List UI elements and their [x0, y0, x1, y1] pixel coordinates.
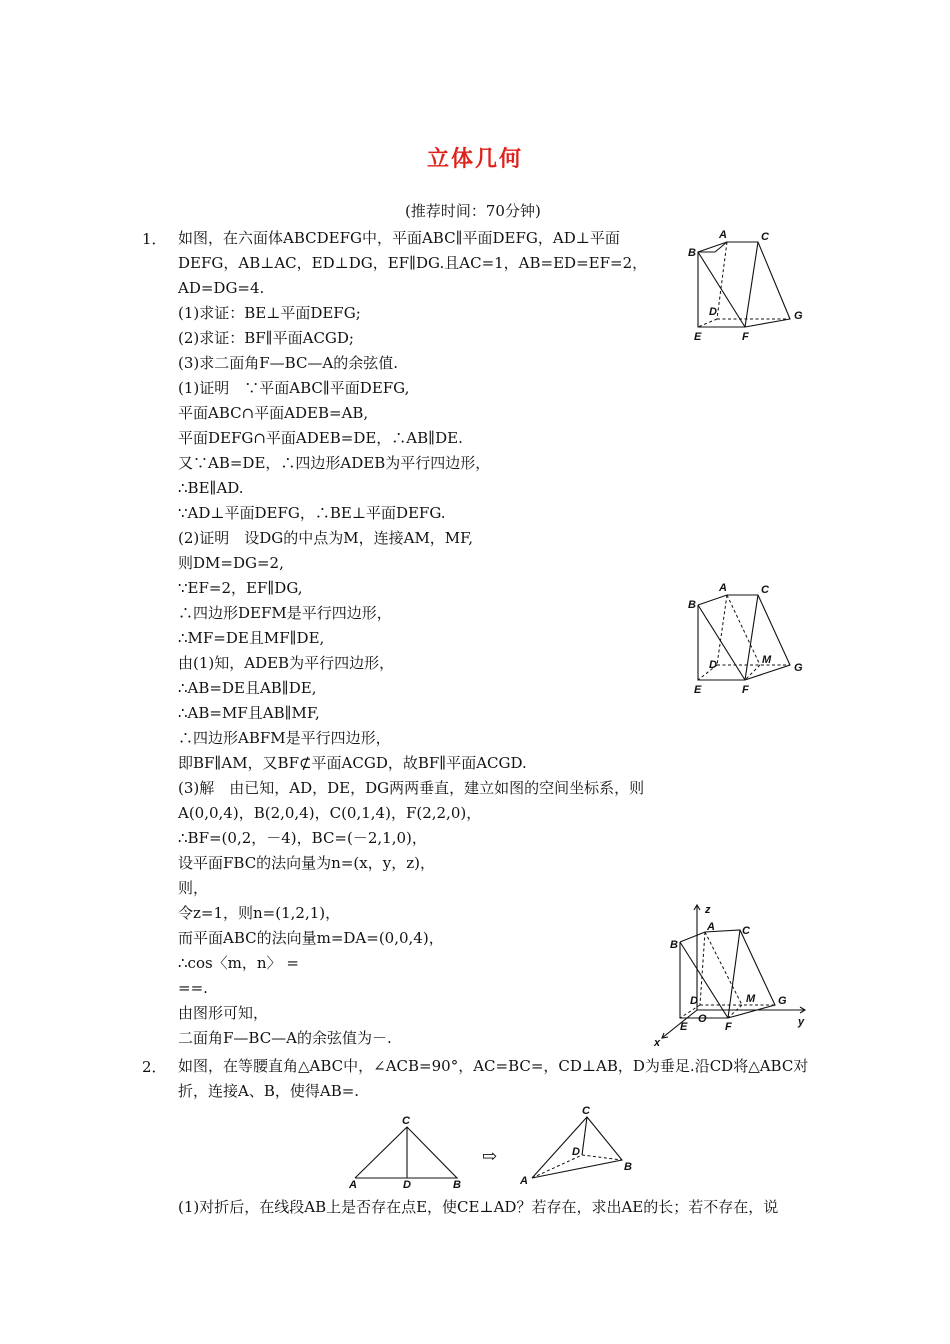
hexahedron-figure-1: [685, 222, 815, 347]
problem-1-line: 由(1)知，ADEB为平行四边形，: [178, 654, 395, 672]
label-C: C: [742, 925, 750, 937]
label-E: E: [694, 331, 702, 343]
problem-1-line: ∴cos〈m，n〉 =: [178, 954, 299, 972]
problem-1-line: ∴BF=(0,2，－4)，BC=(－2,1,0)，: [178, 829, 427, 847]
label-A: A: [520, 1175, 528, 1187]
label-M: M: [762, 654, 772, 666]
label-D: D: [572, 1146, 580, 1158]
label-D: D: [709, 306, 717, 318]
problem-1-number: 1．: [142, 230, 167, 248]
label-D: D: [690, 995, 698, 1007]
label-C: C: [761, 584, 769, 596]
folded-tetrahedron-figure: [512, 1100, 642, 1190]
problem-1-line: 即BF∥AM，又BF⊄平面ACGD，故BF∥平面ACGD.: [178, 754, 527, 772]
label-F: F: [742, 331, 749, 343]
fold-arrow: ⇨: [482, 1146, 498, 1167]
problem-1-line: (2)证明 设DG的中点为M，连接AM，MF,: [178, 529, 474, 547]
label-B: B: [688, 247, 696, 259]
label-G: G: [794, 662, 803, 674]
problem-1-line: ∴BE∥AD.: [178, 479, 244, 497]
problem-1-line: 设平面FBC的法向量为n=(x，y，z)，: [178, 854, 435, 872]
problem-1-line: (1)证明 ∵平面ABC∥平面DEFG,: [178, 379, 410, 397]
problem-2-line: 如图，在等腰直角△ABC中，∠ACB=90°，AC=BC=，CD⊥AB，D为垂足.沿CD将△ABC对: [178, 1057, 809, 1075]
label-G: G: [794, 310, 803, 322]
label-A: A: [707, 921, 715, 933]
problem-1-line: ∴AB=DE且AB∥DE,: [178, 679, 317, 697]
problem-1-line: 如图，在六面体ABCDEFG中，平面ABC∥平面DEFG，AD⊥平面: [178, 229, 620, 247]
problem-1-line: (3)解 由已知，AD，DE，DG两两垂直，建立如图的空间坐标系，则: [178, 779, 645, 797]
label-C: C: [402, 1115, 410, 1127]
problem-1-line: (1)求证：BE⊥平面DEFG;: [178, 304, 361, 322]
label-A: A: [719, 229, 727, 241]
problem-1-line: 令z=1，则n=(1,2,1)，: [178, 904, 341, 922]
problem-1-line: 由图形可知，: [178, 1004, 269, 1022]
problem-2-line: (1)对折后，在线段AB上是否存在点E，使CE⊥AD？若存在，求出AE的长；若不存在，说: [178, 1198, 779, 1216]
problem-1-line: 平面ABC∩平面ADEB=AB,: [178, 404, 369, 422]
page-title: 立体几何: [426, 147, 523, 172]
label-A: A: [719, 582, 727, 594]
label-z: z: [705, 904, 711, 916]
problem-1-line: ∵EF=2，EF∥DG,: [178, 579, 303, 597]
problem-1-line: AD=DG=4.: [178, 279, 265, 297]
isosceles-triangle-figure: [345, 1110, 465, 1188]
problem-1-line: ∴四边形ABFM是平行四边形，: [178, 729, 391, 747]
problem-1-line: ∵AD⊥平面DEFG，∴BE⊥平面DEFG.: [178, 504, 446, 522]
problem-1-line: ∴MF=DE且MF∥DE,: [178, 629, 325, 647]
hexahedron-figure-2: [685, 575, 815, 700]
problem-1-line: 则DM=DG=2,: [178, 554, 284, 572]
problem-1-line: A(0,0,4)，B(2,0,4)，C(0,1,4)，F(2,2,0)，: [178, 804, 482, 822]
problem-1-line: 平面DEFG∩平面ADEB=DE，∴AB∥DE.: [178, 429, 463, 447]
problem-2-line: 折，连接A、B，使得AB=.: [178, 1082, 360, 1100]
problem-1-line: 则，: [178, 879, 209, 897]
label-D: D: [709, 659, 717, 671]
label-E: E: [680, 1021, 688, 1033]
hexahedron-coordinate-figure: [650, 900, 815, 1048]
label-E: E: [694, 684, 702, 696]
label-C: C: [582, 1105, 590, 1117]
label-B: B: [670, 939, 678, 951]
label-G: G: [778, 995, 787, 1007]
problem-1-line: 而平面ABC的法向量m=DA=(0,0,4)，: [178, 929, 444, 947]
problem-1-line: ==.: [178, 979, 208, 997]
problem-1-line: ∴AB=MF且AB∥MF,: [178, 704, 320, 722]
problem-1-line: 又∵AB=DE，∴四边形ADEB为平行四边形，: [178, 454, 491, 472]
problem-1-line: (3)求二面角F—BC—A的余弦值.: [178, 354, 399, 372]
label-y: y: [798, 1016, 805, 1028]
label-B: B: [624, 1161, 632, 1173]
problem-1-line: 二面角F—BC—A的余弦值为－.: [178, 1029, 392, 1047]
problem-1-line: DEFG，AB⊥AC，ED⊥DG，EF∥DG.且AC=1，AB=ED=EF=2，: [178, 254, 648, 272]
problem-1-line: (2)求证：BF∥平面ACGD;: [178, 329, 354, 347]
label-D: D: [403, 1179, 411, 1188]
problem-2-number: 2．: [142, 1058, 167, 1076]
label-A: A: [349, 1179, 357, 1188]
label-C: C: [761, 231, 769, 243]
label-x: x: [654, 1037, 661, 1048]
label-M: M: [746, 993, 756, 1005]
problem-1-line: ∴四边形DEFM是平行四边形，: [178, 604, 392, 622]
label-O: O: [698, 1013, 707, 1025]
label-F: F: [725, 1021, 732, 1033]
label-B: B: [453, 1179, 461, 1188]
recommended-time: (推荐时间：70分钟): [405, 202, 541, 220]
label-B: B: [688, 599, 696, 611]
label-F: F: [742, 684, 749, 696]
